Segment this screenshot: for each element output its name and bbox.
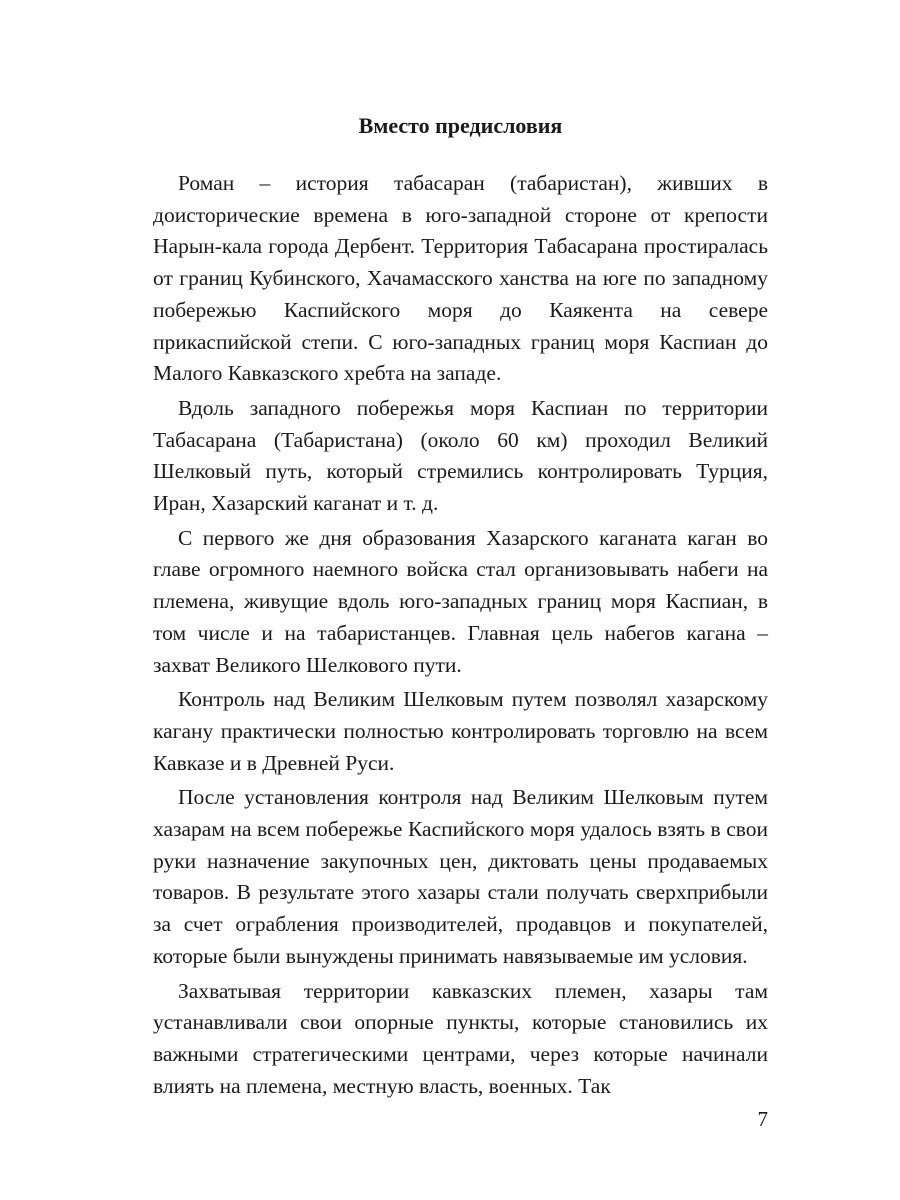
paragraph-4: Контроль над Великим Шелковым путем позволял хазарскому кагану практически полностью контролировать торговлю на всем Кавказе и в Древней Руси. <box>153 687 768 775</box>
paragraph-1: Роман – история табасаран (табаристан), живших в доисторические времена в юго-западной стороне от крепости Нарын-кала города Дербент. Территория Табасарана простиралась от границ Кубинского, Хачамасского ханства на юге по западному побережью Каспийского моря до Каякента на севере прикаспийской степи. С юго-западных границ моря Каспиан до Малого Кавказского хребта на западе. <box>153 171 768 386</box>
paragraph-3: С первого же дня образования Хазарского каганата каган во главе огромного наемного войска стал организовывать набеги на племена, живущие вдоль юго-западных границ моря Каспиан, в том числе и на табаристанцев. Главная цель набегов кагана – захват Великого Шелкового пути. <box>153 525 768 677</box>
paragraph-2: Вдоль западного побережья моря Каспиан по территории Табасарана (Табаристана) (около 60 км) проходил Великий Шелковый путь, который стремились контролировать Турция, Иран, Хазарский каганат и т. д. <box>153 395 768 516</box>
book-page <box>153 0 768 1200</box>
paragraph-6: Захватывая территории кавказских племен, хазары там устанавливали свои опорные пункты, которые становились их важными стратегическими центрами, через которые начинали влиять на племена, местную власть, военных. Так <box>153 978 768 1098</box>
page-number: 7 <box>757 1107 768 1131</box>
page-title: Вместо предисловия <box>358 113 563 138</box>
paragraph-5: После установления контроля над Великим Шелковым путем хазарам на всем побережье Каспийского моря удалось взять в свои руки назначение закупочных цен, диктовать цены продаваемых товаров. В результате этого хазары стали получать сверхприбыли за счет ограбления производителей, продавцов и покупателей, которые были вынуждены принимать навязываемые им условия. <box>153 785 768 968</box>
body-text <box>153 168 768 1102</box>
